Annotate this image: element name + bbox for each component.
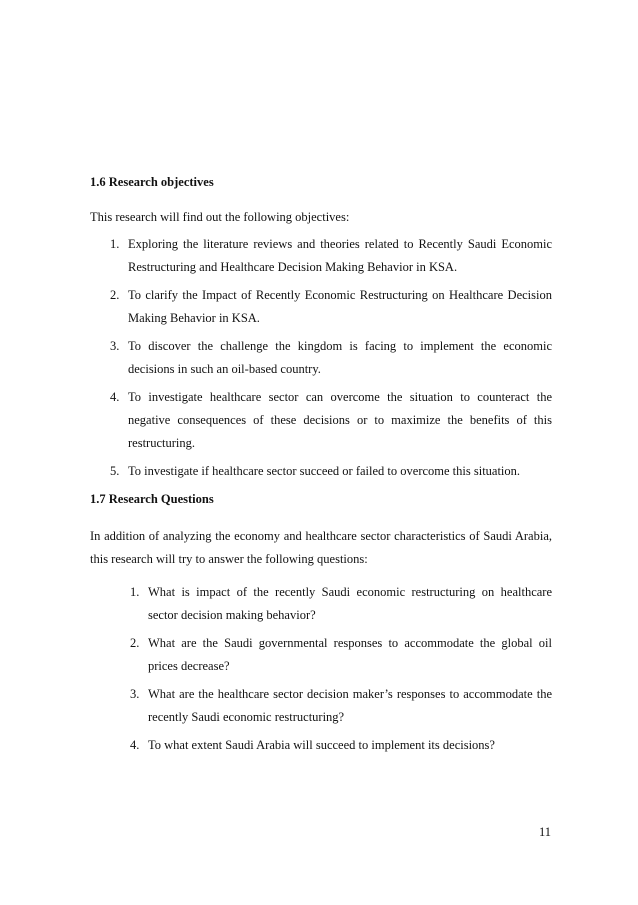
list-text: What is impact of the recently Saudi economic restructuring on healthcare sector decision making behavior? bbox=[148, 585, 552, 622]
list-item bbox=[110, 284, 552, 330]
questions-intro: In addition of analyzing the economy and healthcare sector characteristics of Saudi Arabia, this research will try to answer the following questions: bbox=[90, 529, 552, 566]
list-text: To what extent Saudi Arabia will succeed to implement its decisions? bbox=[148, 738, 495, 752]
section-heading-questions: 1.7 Research Questions bbox=[90, 492, 214, 506]
list-item bbox=[110, 335, 552, 381]
list-item bbox=[110, 233, 552, 279]
list-item bbox=[110, 386, 552, 455]
section-heading-objectives: 1.6 Research objectives bbox=[90, 175, 214, 189]
list-item bbox=[130, 734, 552, 757]
list-item bbox=[130, 683, 552, 729]
list-text: Exploring the literature reviews and theories related to Recently Saudi Economic Restructuring and Healthcare Decision Making Behavior in KSA. bbox=[128, 237, 552, 274]
list-text: To discover the challenge the kingdom is facing to implement the economic decisions in such an oil-based country. bbox=[128, 339, 552, 376]
list-number: 2. bbox=[130, 636, 140, 650]
list-text: To clarify the Impact of Recently Economic Restructuring on Healthcare Decision Making Behavior in KSA. bbox=[128, 288, 552, 325]
list-text: What are the Saudi governmental responses to accommodate the global oil prices decrease? bbox=[148, 636, 552, 673]
list-item bbox=[110, 460, 552, 483]
objectives-intro: This research will find out the following objectives: bbox=[90, 210, 350, 224]
list-text: What are the healthcare sector decision maker’s responses to accommodate the recently Saudi economic restructuring? bbox=[148, 687, 552, 724]
page-number: 11 bbox=[538, 825, 551, 839]
list-text: To investigate healthcare sector can overcome the situation to counteract the negative consequences of these decisions or to maximize the benefits of this restructuring. bbox=[128, 390, 552, 450]
objectives-list bbox=[110, 233, 552, 488]
list-item bbox=[130, 581, 552, 627]
questions-list bbox=[130, 581, 552, 762]
list-number: 1. bbox=[130, 585, 140, 599]
list-number: 4. bbox=[130, 738, 140, 752]
list-number: 1. bbox=[110, 237, 120, 251]
list-number: 3. bbox=[130, 687, 140, 701]
list-item bbox=[130, 632, 552, 678]
list-text: To investigate if healthcare sector succeed or failed to overcome this situation. bbox=[128, 464, 521, 478]
list-number: 5. bbox=[110, 464, 120, 478]
list-number: 2. bbox=[110, 288, 120, 302]
list-number: 4. bbox=[110, 390, 120, 404]
list-number: 3. bbox=[110, 339, 120, 353]
